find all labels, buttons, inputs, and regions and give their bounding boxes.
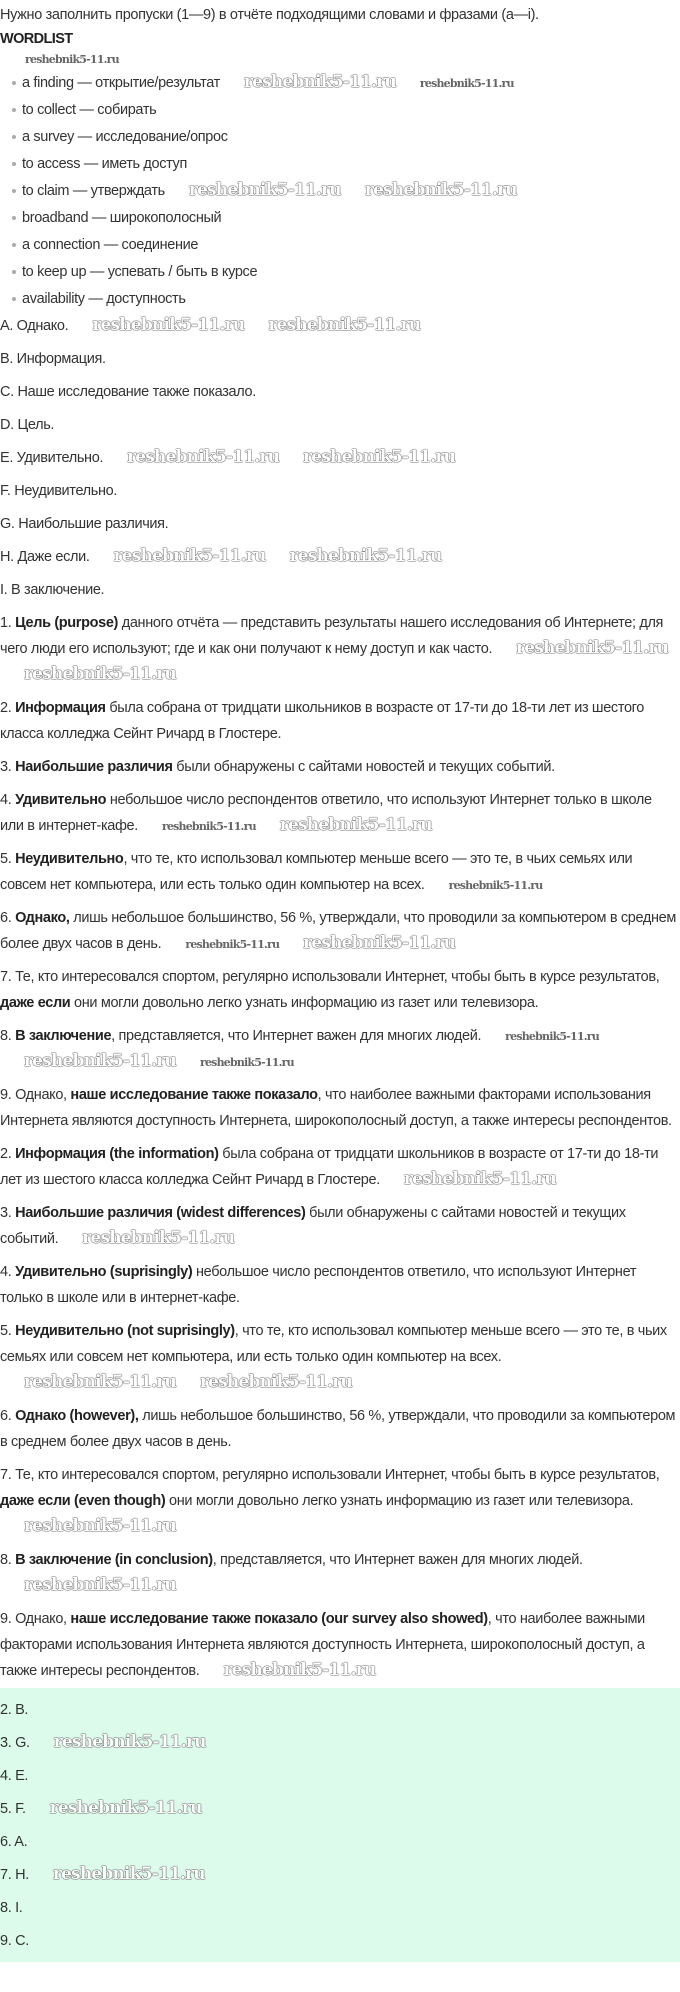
paragraph-highlight: наше исследование также показало (our survey also showed) — [70, 1611, 488, 1627]
paragraph-text: они могли довольно легко узнать информацию из газет или телевизора. — [70, 995, 539, 1011]
answer-text: 2. B. — [0, 1702, 29, 1718]
paragraph-highlight: Удивительно (suprisingly) — [15, 1264, 193, 1280]
option-text: F. Неудивительно. — [0, 483, 118, 499]
report-paragraph — [0, 1082, 676, 1134]
watermark: reshebnik5-11.ru — [127, 447, 280, 467]
paragraph-highlight: Информация — [15, 700, 106, 716]
paragraph-prefix: 3. — [0, 1205, 16, 1221]
wordlist-item — [0, 151, 680, 178]
answer-item — [0, 1730, 680, 1756]
paragraph-prefix: 8. — [0, 1552, 16, 1568]
paragraph-highlight: Наибольшие различия — [15, 759, 173, 775]
watermark: reshebnik5-11.ru — [113, 546, 266, 566]
option-item — [0, 511, 680, 537]
watermark-line — [0, 50, 680, 70]
option-item — [0, 346, 680, 372]
watermark: reshebnik5-11.ru — [199, 1056, 294, 1069]
watermark: reshebnik5-11.ru — [24, 1051, 176, 1071]
paragraph-text: небольшое число респондентов ответило, что используют Интернет только в школе или в интернет-кафе. — [0, 1264, 637, 1306]
wordlist-item-text: to collect — собирать — [22, 102, 157, 118]
wordlist-item — [0, 178, 680, 205]
watermark: reshebnik5-11.ru — [303, 933, 456, 953]
bullet-icon — [12, 243, 16, 247]
wordlist-item — [0, 97, 680, 124]
paragraph-prefix: 6. — [0, 910, 16, 926]
wordlist-item — [0, 124, 680, 151]
watermark: reshebnik5-11.ru — [243, 72, 396, 92]
paragraph-highlight: даже если (even though) — [0, 1493, 166, 1509]
answers-box — [0, 1688, 680, 1962]
paragraph-prefix: 3. — [0, 759, 16, 775]
paragraph-highlight: Наибольшие различия (widest differences) — [15, 1205, 306, 1221]
report-paragraph — [0, 1606, 676, 1684]
bullet-icon — [12, 108, 16, 112]
option-text: B. Информация. — [0, 351, 106, 367]
option-text: C. Наше исследование также показало. — [0, 384, 256, 400]
wordlist-item — [0, 232, 680, 259]
watermark: reshebnik5-11.ru — [161, 820, 256, 833]
paragraph-text: были обнаружены с сайтами новостей и текущих событий. — [172, 759, 555, 775]
answer-item — [0, 1763, 680, 1789]
report-paragraph — [0, 1023, 676, 1075]
paragraph-prefix: 5. — [0, 851, 16, 867]
paragraph-text: лишь небольшое большинство, 56 %, утверждали, что проводили за компьютером в среднем более двух часов в день. — [0, 1408, 676, 1450]
bullet-icon — [12, 297, 16, 301]
watermark: reshebnik5-11.ru — [25, 53, 119, 66]
paragraph-highlight: В заключение (in conclusion) — [15, 1552, 213, 1568]
wordlist — [0, 50, 680, 313]
wordlist-item-text: to keep up — успевать / быть в курсе — [22, 264, 258, 280]
option-item — [0, 412, 680, 438]
report-paragraph — [0, 905, 676, 957]
watermark: reshebnik5-11.ru — [24, 664, 176, 684]
bullet-icon — [12, 162, 16, 166]
bullet-icon — [12, 270, 16, 274]
paragraph-prefix: 8. — [0, 1028, 16, 1044]
watermark: reshebnik5-11.ru — [268, 315, 421, 335]
paragraph-highlight: наше исследование также показало — [70, 1087, 318, 1103]
report-paragraph — [0, 1462, 676, 1540]
report-text-1 — [0, 610, 680, 1134]
paragraph-highlight: даже если — [0, 995, 71, 1011]
report-paragraph — [0, 754, 676, 780]
watermark: reshebnik5-11.ru — [24, 1516, 176, 1536]
watermark: reshebnik5-11.ru — [505, 1030, 599, 1043]
wordlist-title: WORDLIST — [0, 31, 73, 47]
answer-item — [0, 1829, 680, 1855]
paragraph-text: небольшое число респондентов ответило, что используют Интернет только в школе или в интернет-кафе. — [0, 792, 652, 834]
answer-text: 8. I. — [0, 1900, 23, 1916]
report-paragraph — [0, 846, 676, 898]
report-text-2 — [0, 1141, 680, 1684]
report-paragraph — [0, 1318, 676, 1396]
report-paragraph — [0, 1547, 676, 1599]
paragraph-text: данного отчёта — представить результаты нашего исследования об Интернете; для чего люди его используют; где и как они получают к нему доступ и как часто. — [0, 615, 664, 657]
wordlist-item-text: a connection — соединение — [22, 237, 199, 253]
answer-text: 9. C. — [0, 1933, 29, 1949]
watermark: reshebnik5-11.ru — [279, 815, 432, 835]
watermark: reshebnik5-11.ru — [185, 938, 280, 951]
wordlist-item-text: to claim — утверждать — [22, 183, 165, 199]
paragraph-text: лишь небольшое большинство, 56 %, утверждали, что проводили за компьютером в среднем более двух часов в день. — [0, 910, 676, 952]
paragraph-highlight: В заключение — [15, 1028, 112, 1044]
report-paragraph — [0, 964, 676, 1016]
watermark: reshebnik5-11.ru — [448, 879, 543, 892]
paragraph-prefix: 9. Однако, — [0, 1611, 71, 1627]
watermark: reshebnik5-11.ru — [188, 180, 341, 200]
option-item — [0, 445, 680, 471]
answer-item — [0, 1928, 680, 1954]
paragraph-prefix: 2. — [0, 1146, 16, 1162]
option-text: D. Цель. — [0, 417, 55, 433]
watermark: reshebnik5-11.ru — [419, 77, 514, 90]
paragraph-text: была собрана от тридцати школьников в возрасте от 17-ти до 18-ти лет из шестого класса колледжа Сейнт Ричард в Глостере. — [0, 700, 645, 742]
answer-item — [0, 1895, 680, 1921]
paragraph-highlight: Цель (purpose) — [15, 615, 119, 631]
option-item — [0, 313, 680, 339]
watermark: reshebnik5-11.ru — [516, 638, 669, 658]
paragraph-text: , что наиболее важными факторами использования Интернета являются доступность Интернета, широкополосный доступ, а также интересы респондентов. — [0, 1087, 672, 1129]
watermark: reshebnik5-11.ru — [199, 1372, 352, 1392]
paragraph-prefix: 4. — [0, 1264, 16, 1280]
answer-text: 5. F. — [0, 1801, 26, 1817]
wordlist-item — [0, 205, 680, 232]
answer-text: 7. H. — [0, 1867, 29, 1883]
answer-text: 6. A. — [0, 1834, 28, 1850]
paragraph-highlight: Неудивительно — [15, 851, 124, 867]
paragraph-prefix: 9. Однако, — [0, 1087, 71, 1103]
wordlist-item-text: a survey — исследование/опрос — [22, 129, 228, 145]
paragraph-highlight: Информация (the information) — [15, 1146, 219, 1162]
wordlist-item — [0, 286, 680, 313]
watermark: reshebnik5-11.ru — [52, 1864, 205, 1884]
wordlist-item-text: to access — иметь доступ — [22, 156, 187, 172]
watermark: reshebnik5-11.ru — [53, 1732, 206, 1752]
report-paragraph — [0, 610, 676, 688]
watermark: reshebnik5-11.ru — [49, 1798, 202, 1818]
watermark: reshebnik5-11.ru — [364, 180, 517, 200]
report-paragraph — [0, 787, 676, 839]
option-item — [0, 478, 680, 504]
option-item — [0, 577, 680, 603]
paragraph-text: , что те, кто использовал компьютер меньше всего — это те, в чьих семьях или совсем нет компьютера, или есть только один компьютер на всех. — [0, 1323, 667, 1365]
watermark: reshebnik5-11.ru — [289, 546, 442, 566]
bullet-icon — [12, 81, 16, 85]
report-paragraph — [0, 1259, 676, 1311]
wordlist-item-text: availability — доступность — [22, 291, 186, 307]
watermark: reshebnik5-11.ru — [403, 1169, 556, 1189]
paragraph-text: , представляется, что Интернет важен для многих людей. — [212, 1552, 583, 1568]
answer-item — [0, 1862, 680, 1888]
answer-item — [0, 1796, 680, 1822]
answer-text: 3. G. — [0, 1735, 30, 1751]
paragraph-prefix: 6. — [0, 1408, 16, 1424]
watermark: reshebnik5-11.ru — [303, 447, 456, 467]
paragraph-highlight: Неудивительно (not suprisingly) — [15, 1323, 235, 1339]
wordlist-item — [0, 259, 680, 286]
wordlist-item-text: broadband — широкополосный — [22, 210, 222, 226]
report-paragraph — [0, 695, 676, 747]
paragraph-prefix: 1. — [0, 615, 16, 631]
paragraph-prefix: 5. — [0, 1323, 16, 1339]
wordlist-item-text: a finding — открытие/результат — [22, 75, 220, 91]
paragraph-prefix: 7. Те, кто интересовался спортом, регулярно использовали Интернет, чтобы быть в курсе результатов, — [0, 969, 660, 985]
option-text: G. Наибольшие различия. — [0, 516, 169, 532]
option-item — [0, 544, 680, 570]
report-paragraph — [0, 1141, 676, 1193]
option-text: A. Однако. — [0, 318, 69, 334]
answer-item — [0, 1697, 680, 1723]
paragraph-prefix: 7. Те, кто интересовался спортом, регулярно использовали Интернет, чтобы быть в курсе результатов, — [0, 1467, 660, 1483]
watermark: reshebnik5-11.ru — [24, 1575, 176, 1595]
watermark: reshebnik5-11.ru — [24, 1372, 176, 1392]
option-item — [0, 379, 680, 405]
paragraph-highlight: Удивительно — [15, 792, 107, 808]
paragraph-text: были обнаружены с сайтами новостей и текущих событий. — [0, 1205, 626, 1247]
paragraph-text: была собрана от тридцати школьников в возрасте от 17-ти до 18-ти лет из шестого класса колледжа Сейнт Ричард в Глостере. — [0, 1146, 659, 1188]
watermark: reshebnik5-11.ru — [223, 1660, 376, 1680]
option-text: I. В заключение. — [0, 582, 105, 598]
instruction: Нужно заполнить пропуски (1—9) в отчёте подходящими словами и фразами (a—i). — [0, 7, 539, 23]
bullet-icon — [12, 189, 16, 193]
wordlist-item — [0, 70, 680, 97]
options-list — [0, 313, 680, 603]
option-text: E. Удивительно. — [0, 450, 104, 466]
paragraph-text: они могли довольно легко узнать информацию из газет или телевизора. — [165, 1493, 634, 1509]
report-paragraph — [0, 1200, 676, 1252]
watermark: reshebnik5-11.ru — [92, 315, 245, 335]
report-paragraph — [0, 1403, 676, 1455]
paragraph-highlight: Однако, — [15, 910, 70, 926]
answer-text: 4. E. — [0, 1768, 29, 1784]
bullet-icon — [12, 216, 16, 220]
paragraph-text: , что те, кто использовал компьютер меньше всего — это те, в чьих семьях или совсем нет компьютера, или есть только один компьютер на всех. — [0, 851, 633, 893]
paragraph-text: , что наиболее важными факторами использования Интернета являются доступность Интернета, широкополосный доступ, а также интересы респондентов. — [0, 1611, 645, 1679]
bullet-icon — [12, 135, 16, 139]
paragraph-prefix: 4. — [0, 792, 16, 808]
paragraph-prefix: 2. — [0, 700, 16, 716]
option-text: H. Даже если. — [0, 549, 90, 565]
paragraph-text: , представляется, что Интернет важен для многих людей. — [111, 1028, 482, 1044]
watermark: reshebnik5-11.ru — [82, 1228, 235, 1248]
paragraph-highlight: Однако (however), — [15, 1408, 139, 1424]
